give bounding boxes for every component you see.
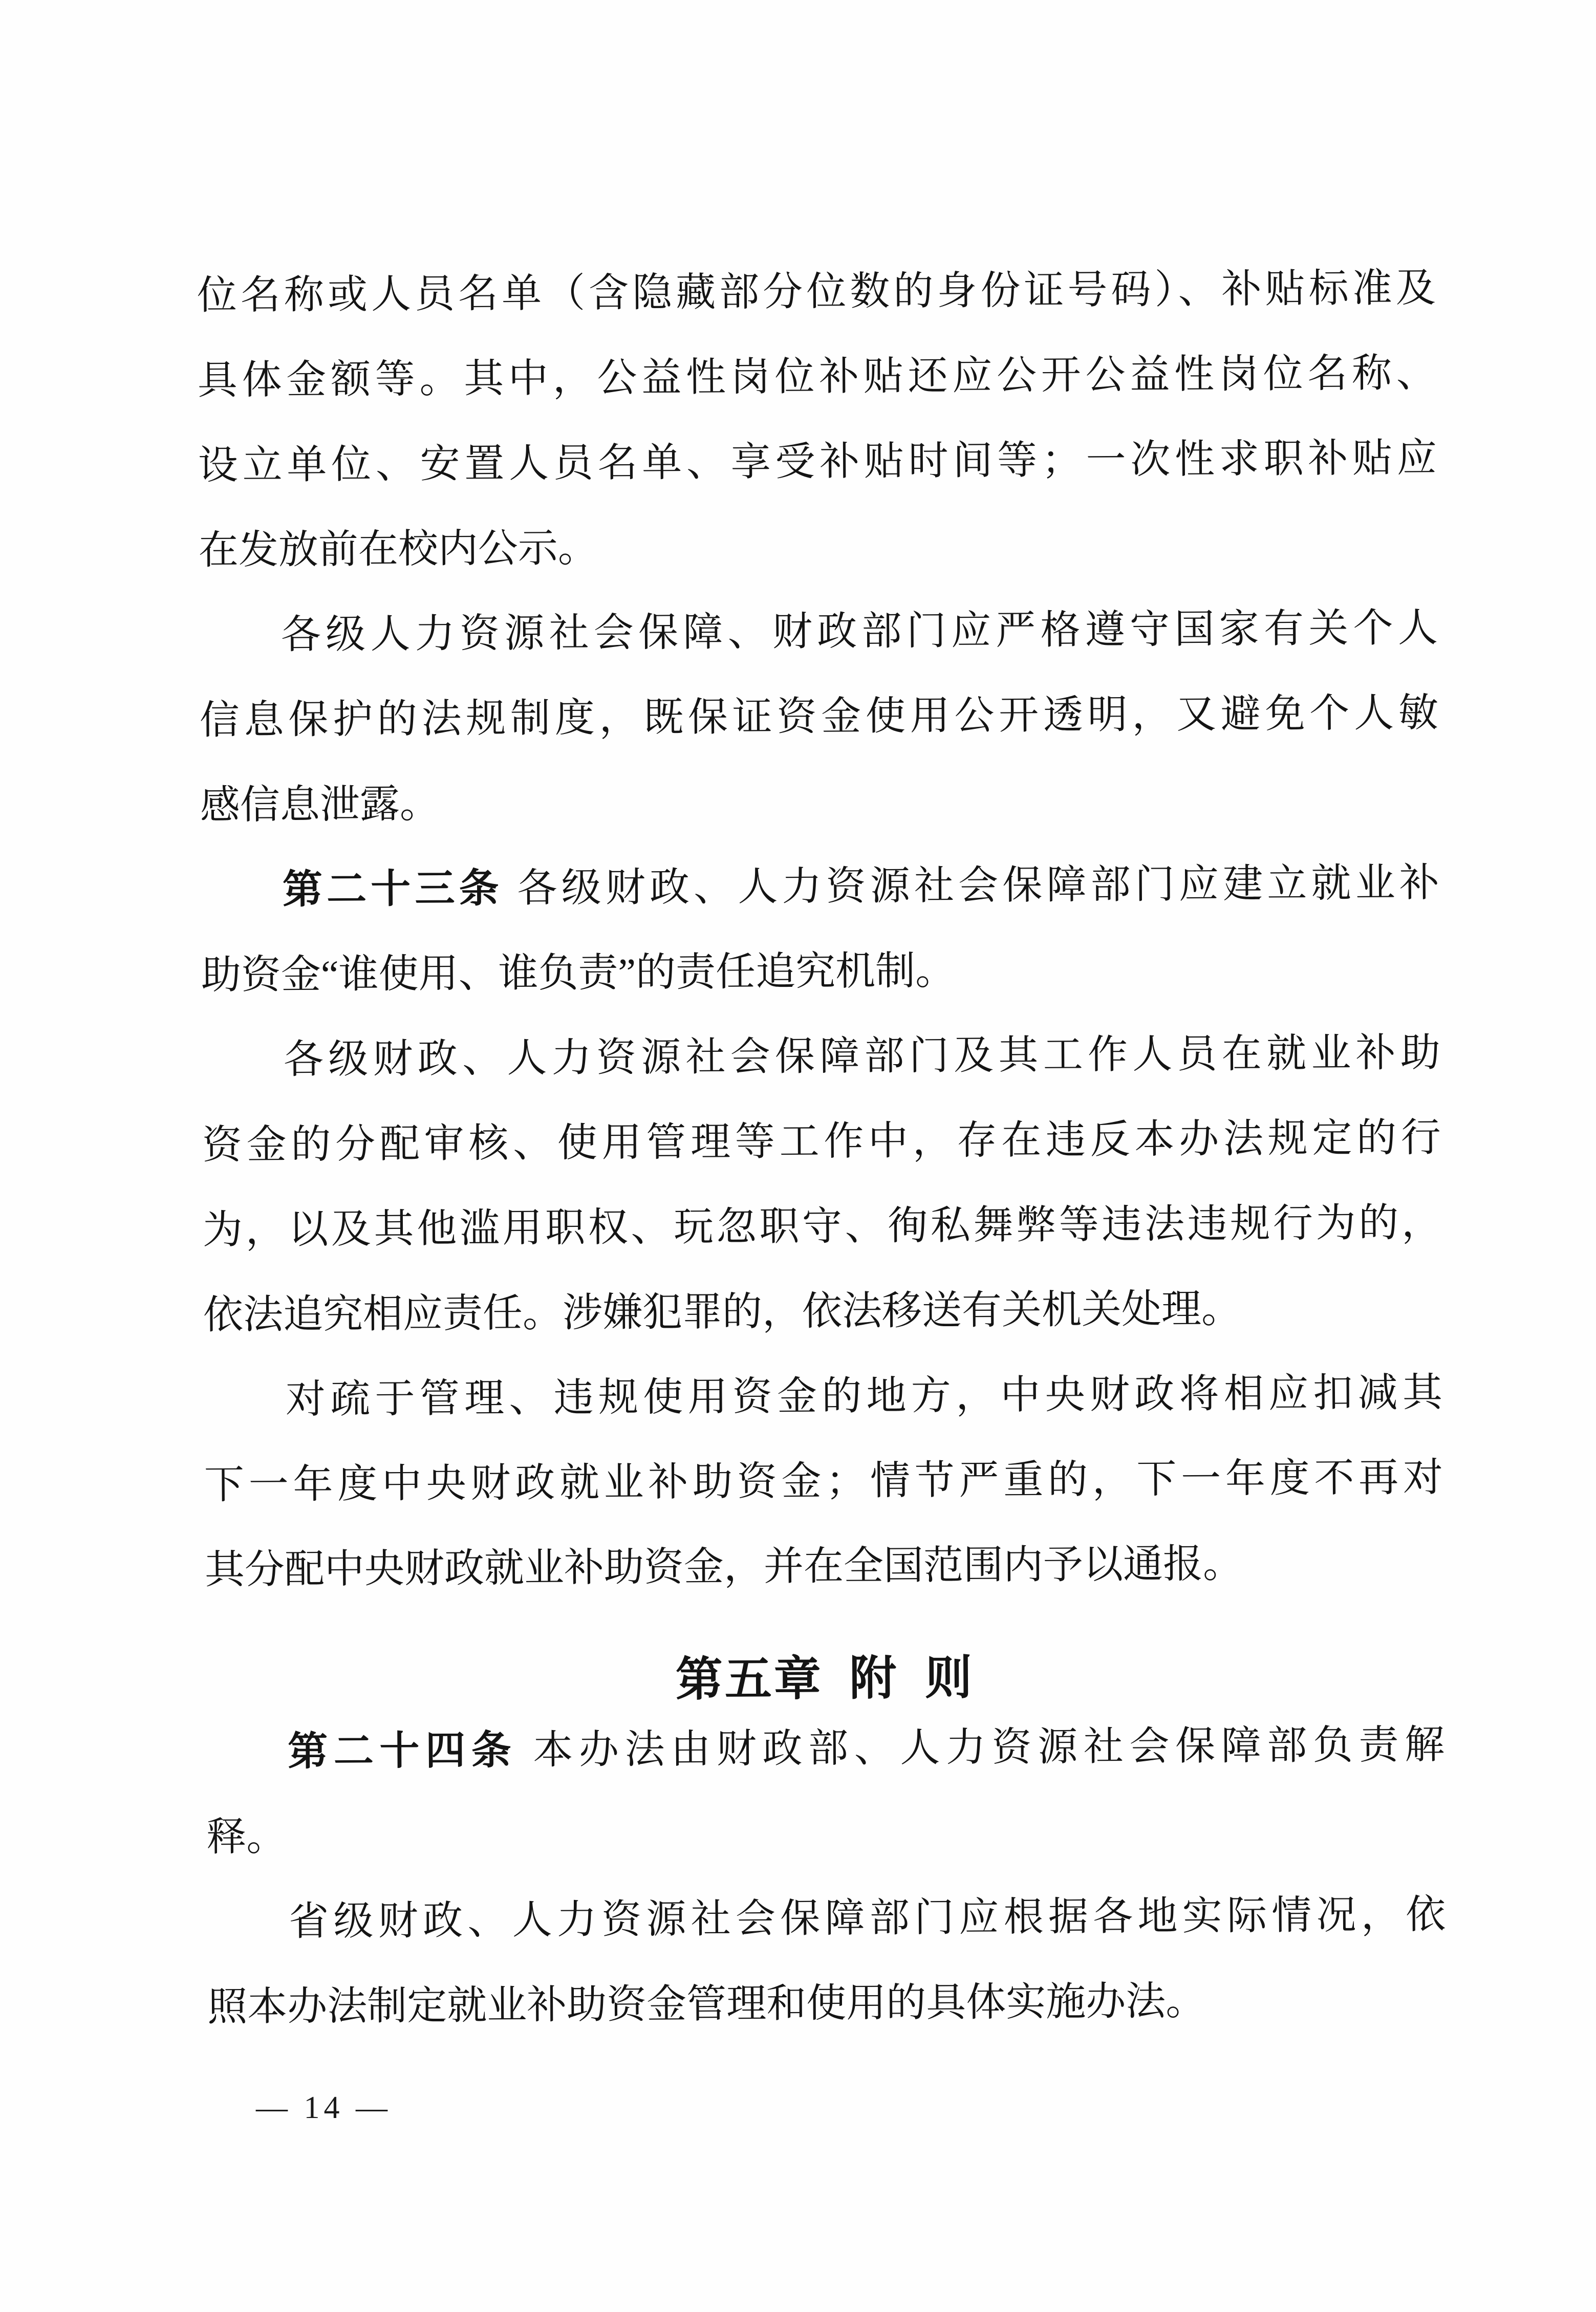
text-line bbox=[197, 246, 1436, 338]
text-line bbox=[207, 1957, 1447, 2050]
text-line bbox=[202, 1095, 1441, 1188]
text-segment: 其分配中央财政就业补助资金，并在全国范围内予以通报。 bbox=[204, 1541, 1243, 1592]
text-segment: 助资金“谁使用、谁负责”的责任追究机制。 bbox=[201, 948, 956, 998]
text-line bbox=[200, 840, 1439, 933]
bold-text-segment: 第二十四条 bbox=[287, 1727, 517, 1774]
text-line bbox=[199, 671, 1438, 763]
text-line bbox=[198, 501, 1437, 593]
text-segment: 下一年度中央财政就业补助资金；情节严重的，下一年度不再对 bbox=[204, 1455, 1443, 1507]
text-segment: 具体金额等。其中，公益性岗位补贴还应公开公益性岗位名称、 bbox=[197, 350, 1437, 403]
text-line bbox=[200, 755, 1439, 848]
bold-text-segment: 第五章 附 则 bbox=[675, 1652, 975, 1706]
text-line bbox=[197, 331, 1436, 423]
text-line bbox=[203, 1265, 1442, 1358]
text-line bbox=[207, 1872, 1446, 1965]
text-segment: 设立单位、安置人员名单、享受补贴时间等；一次性求职补贴应 bbox=[198, 435, 1437, 488]
text-segment: 各级财政、人力资源社会保障部门及其工作人员在就业补助 bbox=[283, 1030, 1441, 1082]
text-line bbox=[202, 1180, 1441, 1273]
text-segment: 本办法由财政部、人力资源社会保障部负责解 bbox=[517, 1722, 1445, 1773]
text-segment: 各级人力资源社会保障、财政部门应严格遵守国家有关个人 bbox=[281, 605, 1438, 657]
bold-text-segment: 第二十三条 bbox=[282, 866, 504, 912]
text-line bbox=[205, 1520, 1444, 1613]
text-line bbox=[201, 925, 1440, 1018]
text-segment: 信息保护的法规制度，既保证资金使用公开透明，又避免个人敏 bbox=[199, 690, 1439, 743]
text-segment: 释。 bbox=[206, 1814, 287, 1860]
text-segment: 照本办法制定就业补助资金管理和使用的具体实施办法。 bbox=[207, 1978, 1206, 2029]
text-line bbox=[203, 1350, 1442, 1443]
text-segment: 感信息泄露。 bbox=[200, 781, 440, 828]
text-line bbox=[204, 1435, 1443, 1528]
text-line bbox=[201, 1010, 1440, 1103]
text-segment: 依法追究相应责任。涉嫌犯罪的，依法移送有关机关处理。 bbox=[203, 1286, 1242, 1337]
text-segment: 各级财政、人力资源社会保障部门应建立就业补 bbox=[503, 860, 1440, 911]
text-segment: 省级财政、人力资源社会保障部门应根据各地实际情况，依 bbox=[288, 1892, 1446, 1944]
text-segment: 在发放前在校内公示。 bbox=[198, 525, 598, 573]
text-segment: 为，以及其他滥用职权、玩忽职守、徇私舞弊等违法违规行为的， bbox=[202, 1200, 1442, 1252]
text-line bbox=[206, 1787, 1446, 1880]
text-line bbox=[199, 586, 1438, 678]
text-line bbox=[206, 1702, 1445, 1795]
document-body bbox=[197, 246, 1446, 2050]
page-number: — 14 — bbox=[256, 2090, 392, 2125]
text-segment: 资金的分配审核、使用管理等工作中，存在违反本办法规定的行 bbox=[202, 1115, 1441, 1168]
text-segment: 位名称或人员名单（含隐藏部分位数的身份证号码）、补贴标准及 bbox=[197, 265, 1436, 318]
text-line bbox=[198, 416, 1437, 508]
text-segment: 对疏于管理、违规使用资金的地方，中央财政将相应扣减其 bbox=[285, 1370, 1443, 1422]
